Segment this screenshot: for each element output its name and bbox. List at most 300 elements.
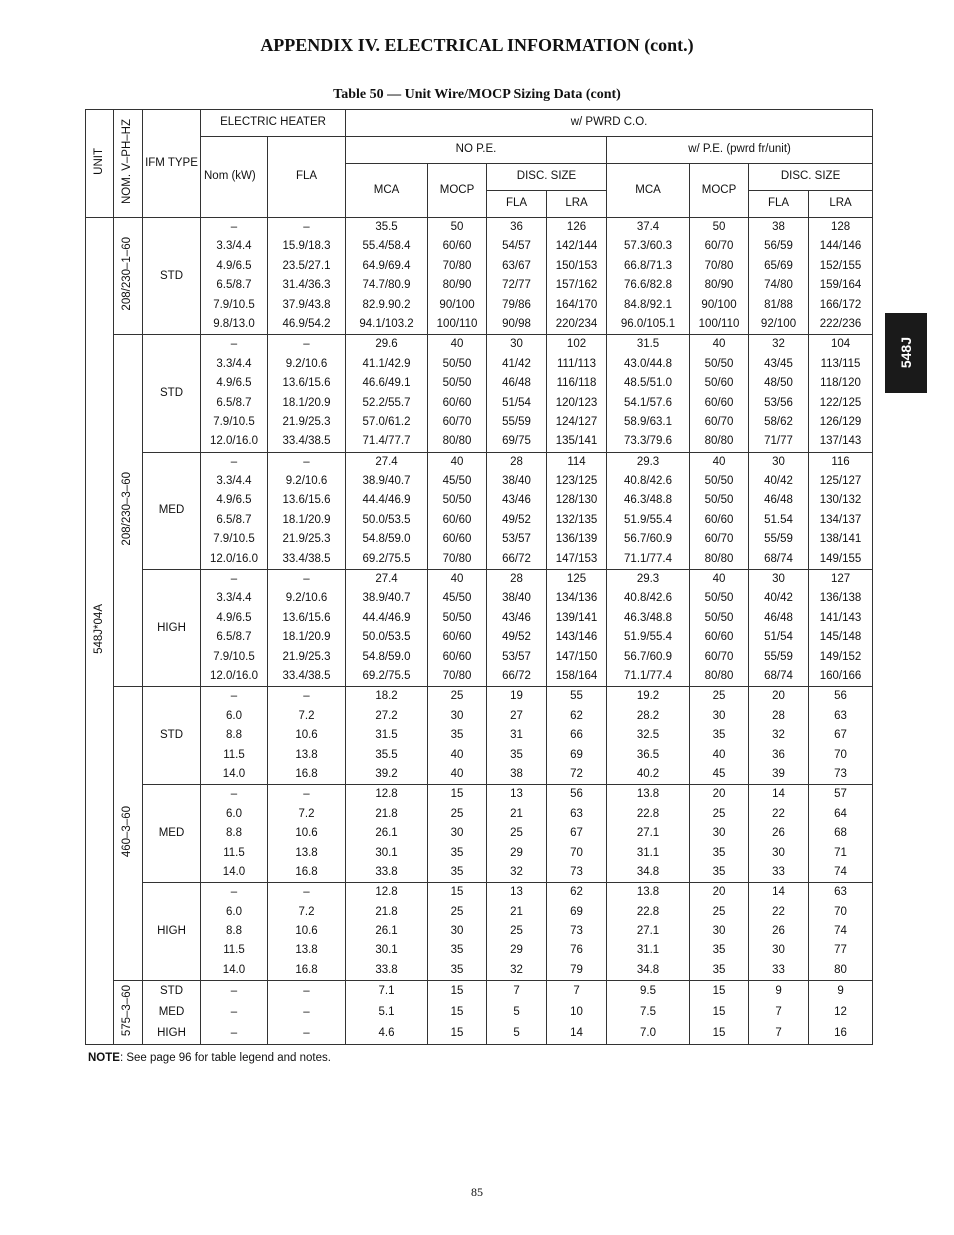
pe-disc-lra-value: 9: [837, 985, 844, 998]
disc-fla-value: 30: [510, 338, 523, 351]
heater-fla-value: 33.4/38.5: [282, 552, 331, 565]
mocp-value: 35: [450, 963, 464, 976]
pe-disc-fla-cell: [749, 785, 809, 883]
nom-kw-value: 3.3/4.4: [216, 357, 252, 370]
header-unit: UNIT: [86, 110, 114, 218]
mocp-cell: [428, 883, 487, 981]
disc-lra-value: 67: [570, 827, 583, 840]
heater-fla-value: 13.8: [295, 748, 318, 761]
pe-disc-lra-value: 70: [834, 905, 847, 918]
heater-fla-value: 9.2/10.6: [285, 592, 328, 605]
mca-value: 27.4: [375, 573, 398, 586]
pe-disc-lra-value: 77: [834, 944, 847, 957]
header-lra: LRA: [547, 191, 607, 218]
mocp-value: 60/60: [442, 631, 472, 644]
pe-disc-fla-cell: [749, 981, 809, 1044]
disc-lra-value: 69: [570, 905, 583, 918]
pe-disc-fla-value: 65/69: [764, 259, 793, 272]
heater-fla-value: 31.4/36.3: [282, 279, 331, 292]
pe-disc-lra-value: 71: [834, 846, 847, 859]
pe-mca-cell: [607, 452, 690, 569]
disc-fla-value: 46/48: [502, 377, 531, 390]
pe-mca-value: 40.8/42.6: [624, 475, 672, 488]
pe-disc-lra-value: 122/125: [819, 396, 862, 409]
mca-value: 38.9/40.7: [362, 592, 411, 605]
mca-value: 69.2/75.5: [362, 552, 411, 565]
pe-mocp-value: 90/100: [701, 298, 737, 311]
disc-lra-cell: [547, 687, 607, 785]
pe-disc-fla-value: 92/100: [760, 317, 797, 330]
mocp-value: 15: [450, 985, 464, 998]
pe-mocp-value: 20: [712, 788, 726, 801]
disc-lra-value: 73: [570, 865, 583, 878]
table-row: [86, 335, 873, 452]
nom-kw-cell: [201, 785, 268, 883]
mca-value: 41.1/42.9: [362, 357, 411, 370]
mca-value: 27.4: [375, 455, 398, 468]
pe-disc-lra-value: 125/127: [819, 475, 862, 488]
mocp-value: 60/60: [442, 650, 472, 663]
nom-kw-value: 12.0/16.0: [210, 435, 258, 448]
pe-disc-fla-value: 55/59: [764, 650, 793, 663]
pe-mca-value: 34.8: [636, 963, 660, 976]
header-fla: FLA: [487, 191, 547, 218]
pe-mca-value: 57.3/60.3: [624, 240, 672, 253]
pe-mocp-value: 30: [712, 827, 726, 840]
mca-value: 30.1: [375, 944, 398, 957]
mca-value: 12.8: [375, 886, 398, 899]
nom-kw-value: 9.8/13.0: [213, 317, 255, 330]
disc-fla-value: 66/72: [502, 669, 531, 682]
pe-disc-lra-cell: [809, 785, 873, 883]
nom-kw-cell: [201, 335, 268, 452]
nom-kw-value: 6.5/8.7: [216, 279, 252, 292]
pe-disc-lra-value: 73: [834, 767, 847, 780]
heater-fla-value: –: [303, 1006, 310, 1019]
header-nom-kw: Nom (kW): [201, 137, 268, 218]
disc-fla-cell: [487, 785, 547, 883]
nom-kw-value: –: [230, 886, 238, 899]
disc-lra-value: 62: [570, 709, 583, 722]
pe-disc-fla-value: 22: [772, 807, 785, 820]
heater-fla-value: 16.8: [295, 767, 318, 780]
pe-mca-value: 27.1: [636, 827, 660, 840]
disc-fla-value: 13: [510, 886, 523, 899]
heater-fla-value: 23.5/27.1: [282, 259, 331, 272]
nom-kw-value: 4.9/6.5: [216, 377, 252, 390]
pe-disc-fla-cell: [749, 687, 809, 785]
disc-fla-value: 43/46: [502, 611, 531, 624]
heater-fla-value: –: [303, 455, 310, 468]
table-row: [86, 981, 873, 1044]
table-header: [86, 110, 873, 218]
mca-value: 12.8: [375, 788, 398, 801]
mca-value: 4.6: [378, 1026, 395, 1039]
pe-disc-fla-cell: [749, 218, 809, 335]
disc-fla-value: 79/86: [502, 298, 531, 311]
pe-disc-lra-cell: [809, 452, 873, 569]
page-number: 85: [471, 1185, 483, 1199]
pe-disc-fla-value: 38: [772, 221, 785, 233]
disc-fla-value: 21: [510, 807, 523, 820]
pe-mocp-value: 50/50: [704, 494, 734, 507]
pe-mocp-value: 50: [712, 221, 726, 233]
pe-disc-fla-value: 32: [772, 338, 785, 351]
nom-kw-value: 6.5/8.7: [216, 631, 252, 644]
pe-mca-value: 31.1: [636, 944, 660, 957]
ifm-type-cell: HIGH: [143, 570, 201, 687]
nom-kw-value: 14.0: [222, 865, 246, 878]
disc-fla-value: 53/57: [502, 533, 531, 546]
mca-value: 35.5: [375, 221, 398, 233]
disc-lra-value: 142/144: [555, 240, 598, 253]
pe-mocp-value: 30: [712, 925, 726, 938]
heater-fla-value: –: [303, 788, 310, 801]
heater-fla-value: –: [303, 886, 310, 899]
disc-fla-cell: [487, 218, 547, 335]
pe-mca-value: 40.8/42.6: [624, 592, 672, 605]
disc-lra-value: 150/153: [555, 259, 598, 272]
table-title: Table 50 — Unit Wire/MOCP Sizing Data (cont): [333, 87, 621, 102]
pe-disc-fla-value: 81/88: [764, 298, 793, 311]
pe-mocp-cell: [690, 687, 749, 785]
pe-disc-lra-value: 63: [834, 709, 847, 722]
mocp-value: 15: [450, 788, 464, 801]
note-label: NOTE: [88, 1052, 120, 1064]
disc-lra-value: 158/164: [555, 669, 598, 682]
header-disc-size: DISC. SIZE: [749, 164, 873, 191]
nom-kw-value: –: [230, 455, 238, 468]
pe-mca-value: 84.8/92.1: [624, 298, 672, 311]
mocp-value: 70/80: [442, 259, 472, 272]
mca-value: 29.6: [375, 338, 398, 351]
pe-mca-value: 66.8/71.3: [624, 259, 672, 272]
mca-value: 64.9/69.4: [362, 259, 411, 272]
nom-kw-cell: [201, 452, 268, 569]
mca-value: 26.1: [375, 827, 398, 840]
pe-disc-fla-value: 68/74: [764, 669, 793, 682]
voltage-cell: 460–3–60: [114, 687, 143, 981]
disc-fla-cell: [487, 883, 547, 981]
pe-disc-fla-value: 39: [772, 767, 785, 780]
mca-value: 33.8: [375, 963, 398, 976]
disc-lra-value: 147/153: [555, 552, 598, 565]
pe-mca-value: 13.8: [636, 788, 660, 801]
nom-kw-value: 7.9/10.5: [213, 298, 255, 311]
pe-disc-lra-value: 141/143: [819, 611, 862, 624]
heater-fla-value: 13.6/15.6: [282, 611, 331, 624]
heater-fla-value: 13.6/15.6: [282, 377, 331, 390]
nom-kw-value: 8.8: [226, 729, 242, 742]
pe-disc-lra-value: 104: [830, 338, 851, 351]
pe-mca-value: 19.2: [636, 690, 660, 703]
heater-fla-value: 9.2/10.6: [285, 357, 328, 370]
pe-mca-value: 22.8: [636, 905, 660, 918]
pe-disc-lra-value: 74: [834, 925, 847, 938]
heater-fla-value: 13.6/15.6: [282, 494, 331, 507]
pe-mocp-value: 60/60: [704, 513, 734, 526]
pe-mocp-value: 80/80: [704, 552, 734, 565]
pe-mocp-value: 20: [712, 886, 726, 899]
nom-kw-value: –: [230, 985, 238, 998]
voltage-cell: 208/230–3–60: [114, 335, 143, 687]
nom-kw-value: 7.9/10.5: [213, 533, 255, 546]
mca-value: 52.2/55.7: [362, 396, 411, 409]
heater-fla-value: –: [303, 338, 310, 351]
pe-mocp-value: 40: [712, 455, 726, 468]
mocp-value: 50/50: [442, 357, 472, 370]
disc-fla-value: 72/77: [502, 279, 531, 292]
mca-value: 54.8/59.0: [362, 650, 411, 663]
disc-fla-cell: [487, 335, 547, 452]
disc-lra-value: 66: [570, 729, 583, 742]
pe-disc-lra-value: 149/152: [819, 650, 862, 663]
nom-kw-value: 7.9/10.5: [213, 650, 255, 663]
disc-fla-value: 5: [513, 1026, 520, 1039]
pe-disc-lra-cell: [809, 218, 873, 335]
pe-disc-lra-value: 16: [834, 1026, 847, 1039]
pe-disc-lra-value: 127: [830, 573, 851, 586]
pe-mca-cell: [607, 570, 690, 687]
ifm-type-cell: MED: [143, 452, 201, 569]
nom-kw-value: 14.0: [222, 963, 246, 976]
heater-fla-value: 7.2: [298, 807, 315, 820]
heater-fla-value: 46.9/54.2: [282, 317, 331, 330]
pe-mocp-value: 15: [712, 985, 726, 998]
heater-fla-value: 16.8: [295, 865, 318, 878]
mocp-value: 40: [450, 338, 464, 351]
mca-cell: [346, 218, 428, 335]
pe-disc-fla-value: 30: [772, 944, 785, 957]
pe-mca-cell: [607, 687, 690, 785]
disc-fla-value: 63/67: [502, 259, 531, 272]
nom-kw-value: 4.9/6.5: [216, 494, 252, 507]
header-fla: FLA: [749, 191, 809, 218]
pe-disc-fla-value: 36: [772, 748, 785, 761]
disc-fla-value: 25: [510, 925, 523, 938]
pe-disc-fla-value: 14: [772, 788, 785, 801]
pe-mocp-value: 100/110: [698, 317, 740, 330]
nom-kw-value: 8.8: [226, 925, 242, 938]
heater-fla-value: 10.6: [295, 925, 318, 938]
mocp-value: 60/60: [442, 533, 472, 546]
disc-fla-value: 36: [510, 221, 523, 233]
pe-disc-fla-value: 7: [775, 1006, 782, 1019]
pe-disc-lra-cell: [809, 570, 873, 687]
pe-mca-cell: [607, 218, 690, 335]
disc-lra-value: 62: [570, 886, 583, 899]
header-nom-voltage: NOM. V–PH–HZ: [114, 110, 143, 218]
mocp-cell: [428, 335, 487, 452]
nom-kw-value: 11.5: [223, 846, 245, 859]
nom-kw-cell: [201, 981, 268, 1044]
pe-disc-fla-value: 26: [772, 925, 785, 938]
pe-mca-value: 36.5: [636, 748, 660, 761]
mocp-value: 60/60: [442, 396, 472, 409]
header-lra: LRA: [809, 191, 873, 218]
pe-mca-cell: [607, 981, 690, 1044]
heater-fla-cell: [268, 883, 346, 981]
nom-kw-value: 8.8: [226, 827, 242, 840]
pe-disc-fla-value: 30: [772, 573, 785, 586]
heater-fla-value: 21.9/25.3: [282, 533, 331, 546]
disc-lra-value: 136/139: [555, 533, 598, 546]
pe-mca-value: 7.0: [640, 1026, 657, 1039]
disc-fla-value: 90/98: [502, 317, 531, 330]
disc-lra-value: 73: [570, 925, 583, 938]
mocp-value: 50: [450, 221, 464, 233]
pe-disc-fla-value: 74/80: [764, 279, 793, 292]
pe-mocp-value: 50/50: [704, 611, 734, 624]
disc-fla-cell: [487, 570, 547, 687]
pe-mocp-cell: [690, 452, 749, 569]
disc-lra-cell: [547, 218, 607, 335]
disc-lra-value: 147/150: [555, 650, 598, 663]
pe-disc-fla-value: 46/48: [764, 494, 793, 507]
pe-mca-value: 27.1: [636, 925, 660, 938]
nom-kw-value: –: [230, 1006, 238, 1019]
mca-value: 69.2/75.5: [362, 669, 411, 682]
mocp-value: 35: [450, 846, 464, 859]
mocp-cell: [428, 570, 487, 687]
nom-kw-cell: [201, 218, 268, 335]
heater-fla-cell: [268, 981, 346, 1044]
disc-lra-value: 124/127: [555, 415, 598, 428]
nom-kw-value: –: [230, 573, 238, 586]
header-mocp: MOCP: [690, 164, 749, 218]
wire-mocp-sizing-table: [85, 109, 873, 1045]
section-tab-label: 548J: [898, 337, 914, 369]
pe-mca-value: 31.1: [636, 846, 660, 859]
pe-mocp-value: 25: [712, 905, 726, 918]
disc-lra-value: 111/113: [557, 357, 597, 370]
disc-lra-value: 220/234: [555, 317, 598, 330]
table-row: [86, 785, 873, 883]
heater-fla-value: 7.2: [298, 709, 315, 722]
table-row: [86, 883, 873, 981]
nom-kw-value: 4.9/6.5: [216, 611, 252, 624]
pe-mca-cell: [607, 883, 690, 981]
pe-mocp-value: 80/80: [704, 669, 734, 682]
mocp-value: 35: [450, 865, 464, 878]
pe-mocp-value: 60/60: [704, 396, 734, 409]
mocp-value: 80/80: [442, 435, 472, 448]
pe-disc-lra-value: 57: [834, 788, 847, 801]
disc-lra-cell: [547, 452, 607, 569]
ifm-type-value: MED: [158, 1006, 185, 1019]
disc-fla-value: 25: [510, 827, 523, 840]
mca-value: 33.8: [375, 865, 398, 878]
heater-fla-cell: [268, 570, 346, 687]
nom-kw-value: 6.0: [226, 807, 242, 820]
pe-mca-value: 96.0/105.1: [620, 317, 676, 330]
pe-mocp-value: 35: [712, 963, 726, 976]
mocp-value: 90/100: [439, 298, 475, 311]
heater-fla-value: 21.9/25.3: [282, 415, 331, 428]
pe-disc-fla-value: 51/54: [764, 631, 793, 644]
disc-lra-value: 134/136: [555, 592, 598, 605]
pe-mocp-value: 35: [712, 846, 726, 859]
mca-cell: [346, 687, 428, 785]
header-mocp: MOCP: [428, 164, 487, 218]
nom-kw-value: 11.5: [223, 748, 245, 761]
voltage-cell: 208/230–1–60: [114, 218, 143, 335]
table-body: [86, 218, 873, 1045]
mocp-value: 80/90: [442, 279, 472, 292]
pe-mca-value: 54.1/57.6: [624, 396, 672, 409]
disc-fla-value: 66/72: [502, 552, 531, 565]
pe-mocp-value: 15: [712, 1006, 726, 1019]
mocp-cell: [428, 218, 487, 335]
pe-mocp-cell: [690, 883, 749, 981]
mocp-value: 30: [450, 827, 464, 840]
mca-value: 55.4/58.4: [362, 240, 411, 253]
pe-mocp-value: 35: [712, 729, 726, 742]
disc-fla-cell: [487, 452, 547, 569]
pe-disc-fla-value: 30: [772, 846, 785, 859]
heater-fla-value: 18.1/20.9: [282, 396, 331, 409]
pe-disc-lra-value: 137/143: [819, 435, 862, 448]
disc-lra-value: 126: [566, 221, 587, 233]
disc-lra-value: 164/170: [555, 298, 598, 311]
header-disc-size: DISC. SIZE: [487, 164, 607, 191]
heater-fla-value: 21.9/25.3: [282, 650, 331, 663]
mca-value: 82.9.90.2: [362, 298, 411, 311]
nom-kw-value: 11.5: [223, 944, 245, 957]
disc-fla-value: 29: [510, 846, 523, 859]
ifm-type-value: STD: [160, 985, 183, 998]
pe-mca-value: 13.8: [636, 886, 660, 899]
nom-kw-value: 3.3/4.4: [216, 592, 252, 605]
mocp-cell: [428, 452, 487, 569]
disc-fla-value: 28: [510, 455, 523, 468]
mocp-value: 60/60: [442, 240, 472, 253]
pe-mca-value: 29.3: [636, 573, 660, 586]
disc-fla-value: 54/57: [502, 240, 531, 253]
mca-cell: [346, 452, 428, 569]
mocp-value: 15: [450, 1006, 464, 1019]
pe-mocp-value: 25: [712, 807, 726, 820]
pe-mca-value: 51.9/55.4: [624, 631, 672, 644]
mocp-value: 25: [450, 807, 464, 820]
ifm-type-cell: [143, 981, 201, 1044]
ifm-type-value: HIGH: [157, 1026, 186, 1039]
heater-fla-value: 9.2/10.6: [285, 475, 328, 488]
disc-lra-value: 55: [570, 690, 583, 703]
pe-mocp-cell: [690, 570, 749, 687]
disc-lra-value: 76: [570, 944, 583, 957]
pe-mocp-cell: [690, 785, 749, 883]
pe-disc-fla-value: 71/77: [764, 435, 793, 448]
section-tab: [885, 313, 927, 393]
ifm-type-cell: MED: [143, 785, 201, 883]
disc-lra-value: 135/141: [555, 435, 598, 448]
mocp-value: 40: [450, 767, 464, 780]
mocp-value: 35: [450, 729, 464, 742]
pe-mocp-value: 60/70: [704, 415, 734, 428]
disc-lra-value: 139/141: [555, 611, 598, 624]
pe-mocp-value: 40: [712, 338, 726, 351]
header-with-pe: w/ P.E. (pwrd fr/unit): [607, 137, 873, 164]
header-ifm-type: IFM TYPE: [143, 110, 201, 218]
ifm-type-cell: HIGH: [143, 883, 201, 981]
pe-mocp-cell: [690, 218, 749, 335]
disc-lra-value: 120/123: [555, 396, 598, 409]
disc-lra-cell: [547, 785, 607, 883]
disc-fla-value: 35: [510, 748, 523, 761]
table-row: [86, 687, 873, 785]
disc-fla-value: 21: [510, 905, 523, 918]
